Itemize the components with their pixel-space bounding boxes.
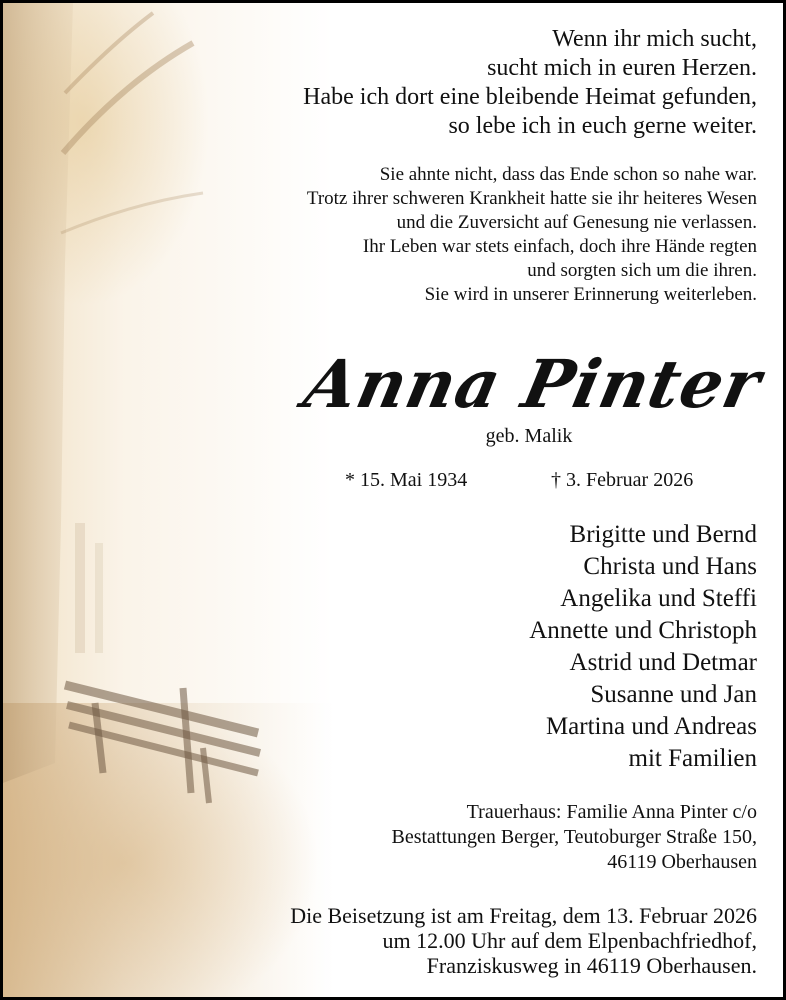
poem-line: Habe ich dort eine bleibende Heimat gefunden, bbox=[303, 84, 757, 110]
mourner-entry: Brigitte und Bernd bbox=[569, 521, 757, 548]
birth-name: geb. Malik bbox=[485, 425, 573, 447]
address-line: Trauerhaus: Familie Anna Pinter c/o bbox=[466, 801, 757, 823]
poem-line: so lebe ich in euch gerne weiter. bbox=[448, 113, 757, 139]
burial-notice bbox=[290, 903, 757, 978]
address-line: 46119 Oberhausen bbox=[607, 851, 757, 873]
park-bench-background-image bbox=[3, 3, 363, 1000]
intro-line: Sie wird in unserer Erinnerung weiterleben. bbox=[424, 284, 757, 305]
birth-date: * 15. Mai 1934 bbox=[345, 469, 468, 491]
deceased-name: Anna Pinter bbox=[297, 345, 769, 423]
mourner-entry: Susanne und Jan bbox=[590, 681, 757, 708]
mourner-entry: Martina und Andreas bbox=[545, 713, 757, 740]
burial-line: Die Beisetzung ist am Freitag, dem 13. Februar 2026 bbox=[290, 903, 757, 928]
mourner-entry: Astrid und Detmar bbox=[569, 649, 757, 676]
burial-line: um 12.00 Uhr auf dem Elpenbachfriedhof, bbox=[382, 928, 757, 953]
intro-line: und die Zuversicht auf Genesung nie verlassen. bbox=[396, 212, 757, 233]
intro-text bbox=[307, 163, 757, 307]
poem-line: sucht mich in euren Herzen. bbox=[487, 55, 757, 81]
poem-line: Wenn ihr mich sucht, bbox=[552, 26, 757, 52]
intro-line: und sorgten sich um die ihren. bbox=[527, 260, 757, 281]
intro-line: Ihr Leben war stets einfach, doch ihre Hände regten bbox=[362, 236, 757, 257]
intro-line: Trotz ihrer schweren Krankheit hatte sie ihr heiteres Wesen bbox=[306, 188, 757, 209]
mourner-entry: mit Familien bbox=[628, 745, 757, 772]
mourner-entry: Christa und Hans bbox=[583, 553, 757, 580]
poem bbox=[303, 25, 757, 141]
intro-line: Sie ahnte nicht, dass das Ende schon so nahe war. bbox=[379, 164, 757, 185]
mourner-entry: Annette und Christoph bbox=[529, 617, 757, 644]
mourners-list bbox=[529, 519, 757, 775]
mourning-house-address bbox=[392, 800, 758, 875]
mourner-entry: Angelika und Steffi bbox=[560, 585, 757, 612]
address-line: Bestattungen Berger, Teutoburger Straße 150, bbox=[391, 826, 757, 848]
burial-line: Franziskusweg in 46119 Oberhausen. bbox=[426, 953, 757, 978]
death-date: † 3. Februar 2026 bbox=[551, 469, 694, 491]
